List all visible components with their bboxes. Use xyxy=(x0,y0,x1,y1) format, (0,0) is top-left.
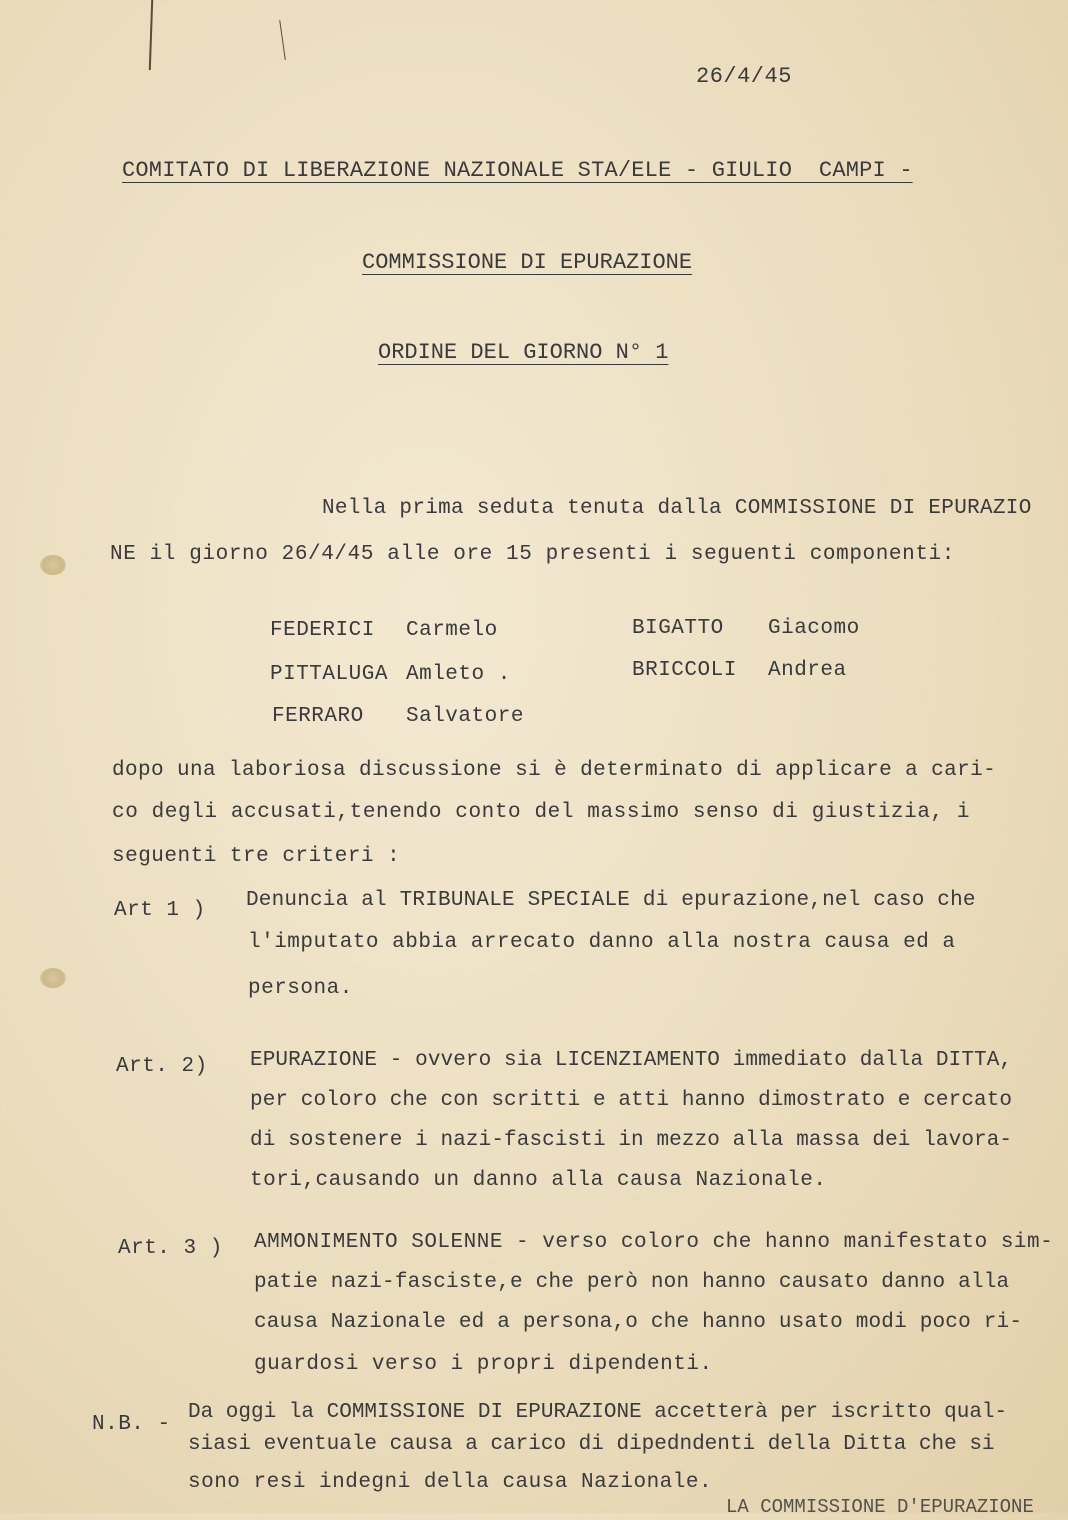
article-line: tori,causando un danno alla causa Nazionale. xyxy=(250,1169,827,1192)
nb-line: Da oggi la COMMISSIONE DI EPURAZIONE accetterà per iscritto qual- xyxy=(188,1401,1008,1424)
signature-line: LA COMMISSIONE D'EPURAZIONE xyxy=(726,1496,1034,1518)
article-line: patie nazi-fasciste,e che però non hanno causato danno alla xyxy=(254,1271,1010,1294)
member-surname: FERRARO xyxy=(272,705,364,728)
article-label: Art. 2) xyxy=(116,1055,208,1078)
member-name: Giacomo xyxy=(768,617,860,640)
nb-line: siasi eventuale causa a carico di dipedndenti della Ditta che si xyxy=(188,1433,995,1456)
article-line: EPURAZIONE - ovvero sia LICENZIAMENTO immediato dalla DITTA, xyxy=(250,1049,1013,1072)
member-surname: FEDERICI xyxy=(270,619,375,642)
member-surname: PITTALUGA xyxy=(270,663,388,686)
commission-title: COMMISSIONE DI EPURAZIONE xyxy=(362,250,693,275)
member-name: Salvatore xyxy=(406,705,524,728)
article-line: guardosi verso i propri dipendenti. xyxy=(254,1353,713,1376)
body-line: co degli accusati,tenendo conto del massimo senso di giustizia, i xyxy=(112,801,971,824)
intro-line: Nella prima seduta tenuta dalla COMMISSIONE DI EPURAZIO xyxy=(322,497,1032,520)
nb-label: N.B. - xyxy=(92,1413,171,1436)
article-line: causa Nazionale ed a persona,o che hanno usato modi poco ri- xyxy=(254,1311,1023,1334)
article-line: per coloro che con scritti e atti hanno dimostrato e cercato xyxy=(250,1089,1013,1112)
article-line: Denuncia al TRIBUNALE SPECIALE di epurazione,nel caso che xyxy=(246,889,976,912)
article-line: l'imputato abbia arrecato danno alla nostra causa ed a xyxy=(248,931,956,954)
pencil-mark xyxy=(149,0,153,70)
member-surname: BRICCOLI xyxy=(632,659,737,682)
member-name: Amleto . xyxy=(406,663,511,686)
member-name: Andrea xyxy=(768,659,847,682)
article-line: persona. xyxy=(248,977,353,1000)
body-line: seguenti tre criteri : xyxy=(112,845,401,868)
article-label: Art. 3 ) xyxy=(118,1237,223,1260)
document-header: COMITATO DI LIBERAZIONE NAZIONALE STA/ELE - GIULIO CAMPI - xyxy=(122,158,913,183)
article-line: AMMONIMENTO SOLENNE - verso coloro che hanno manifestato sim- xyxy=(254,1231,1054,1254)
document-date: 26/4/45 xyxy=(696,64,792,89)
punch-hole xyxy=(40,968,66,988)
body-line: dopo una laboriosa discussione si è determinato di applicare a cari- xyxy=(112,759,997,782)
member-name: Carmelo xyxy=(406,619,498,642)
nb-line: sono resi indegni della causa Nazionale. xyxy=(188,1471,713,1494)
article-line: di sostenere i nazi-fascisti in mezzo alla massa dei lavora- xyxy=(250,1129,1013,1152)
order-title: ORDINE DEL GIORNO N° 1 xyxy=(378,340,669,365)
punch-hole xyxy=(40,555,66,575)
intro-line: NE il giorno 26/4/45 alle ore 15 presenti i seguenti componenti: xyxy=(110,543,955,566)
member-surname: BIGATTO xyxy=(632,617,724,640)
article-label: Art 1 ) xyxy=(114,899,206,922)
pencil-mark xyxy=(279,20,286,60)
